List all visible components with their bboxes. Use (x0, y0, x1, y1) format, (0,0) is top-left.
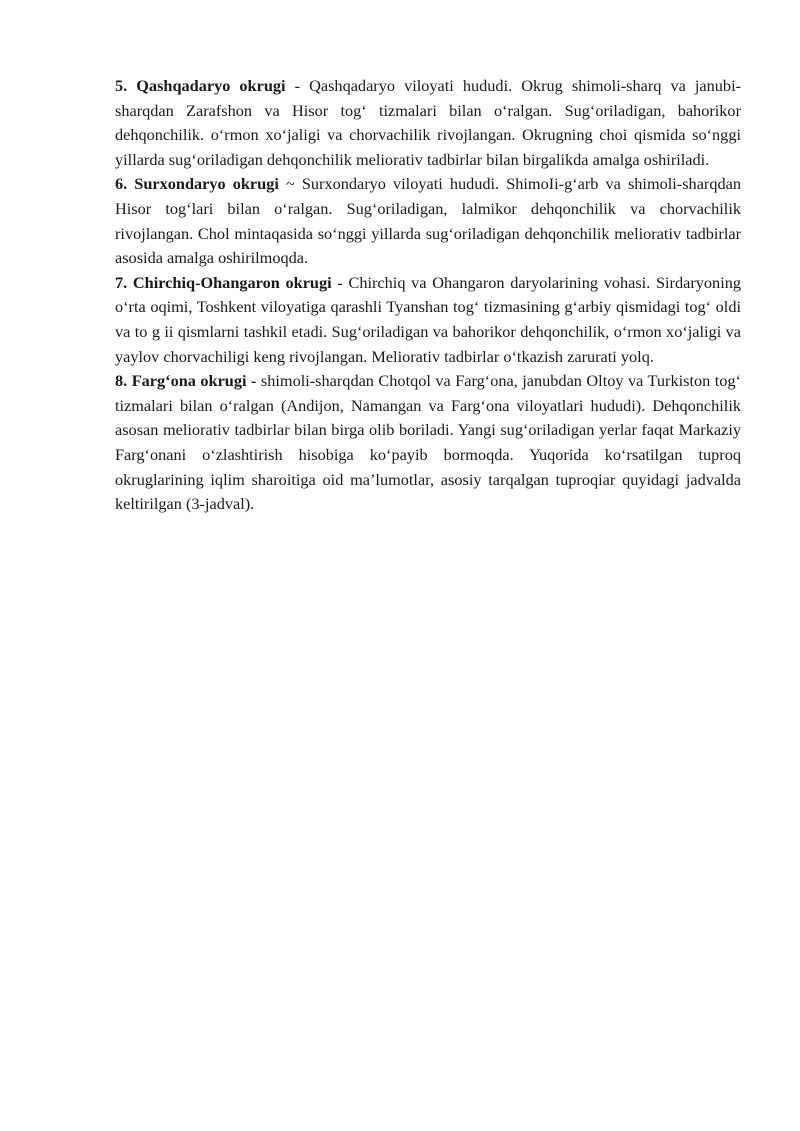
paragraph-qashqadaryo (115, 74, 741, 172)
paragraph-heading: 6. Surxondaryo okrugi (115, 174, 279, 194)
heading-separator: ~ (278, 174, 302, 194)
document-page (115, 74, 741, 517)
heading-separator: - (285, 76, 310, 95)
paragraph-text: shimoli-sharqdan Chotqol va Farg‘ona, janubdan Oltoy va Turkiston tog‘ tizmalari bilan o‘ralgan (Andijon, Namangan va Farg‘ona viloyatlari hududi). Dehqonchilik asosan meliorativ tadbirlar bilan birga olib boriladi. Yangi sug‘oriladigan yerlar faqat Markaziy Farg‘onani o‘zlashtirish hisobiga ko‘payib bormoqda. Yuqorida ko‘rsatilgan tuproq okruglarining iqlim sharoitiga oid ma’lumotlar, asosiy tarqalgan tuproqiar quyidagi jadvalda keltirilgan (3-jadval). (115, 371, 741, 514)
paragraph-heading: 7. Chirchiq-Ohangaron okrugi (115, 272, 332, 292)
paragraph-text: Qashqadaryo viloyati hududi. Okrug shimoli-sharq va janubi-sharqdan Zarafshon va Hisor tog‘ tizmalari bilan o‘ralgan. Sug‘oriladigan, bahorikor dehqonchilik. o‘rmon xo‘jaligi va chorvachilik rivojlangan. Okrugning choi qismida so‘nggi yillarda sug‘oriladigan dehqonchilik meliorativ tadbirlar bilan birgalikda amalga oshiriladi. (115, 76, 742, 169)
paragraph-surxondaryo (115, 172, 741, 270)
paragraph-text: Surxondaryo viloyati hududi. ShimoIi-g‘arb va shimoli-sharqdan Hisor tog‘lari bilan o‘ralgan. Sug‘oriladigan, lalmikor dehqonchilik va chorvachilik rivojlangan. Chol mintaqasida so‘nggi yillarda sug‘oriladigan dehqonchilik meliorativ tadbirlar asosida amalga oshirilmoqda. (115, 174, 741, 268)
heading-separator: - (331, 272, 349, 292)
paragraph-heading: 8. Farg‘ona okrugi - (115, 371, 257, 391)
paragraph-fargona (115, 369, 741, 517)
paragraph-chirchiq-ohangaron (115, 271, 741, 369)
paragraph-heading: 5. Qashqadaryo okrugi (115, 76, 286, 95)
paragraph-text: Chirchiq va Ohangaron daryolarining vohasi. Sirdaryoning o‘rta oqimi, Toshkent viloyatiga qarashli Tyanshan tog‘ tizmasining g‘arbiy qismidagi tog‘ oldi va to g ii qismlarni tashkil etadi. Sug‘oriladigan va bahorikor dehqonchilik, o‘rmon xo‘jaligi va yaylov chorvachiligi keng rivojlangan. Meliorativ tadbirlar o‘tkazish zarurati yolq. (115, 272, 741, 366)
